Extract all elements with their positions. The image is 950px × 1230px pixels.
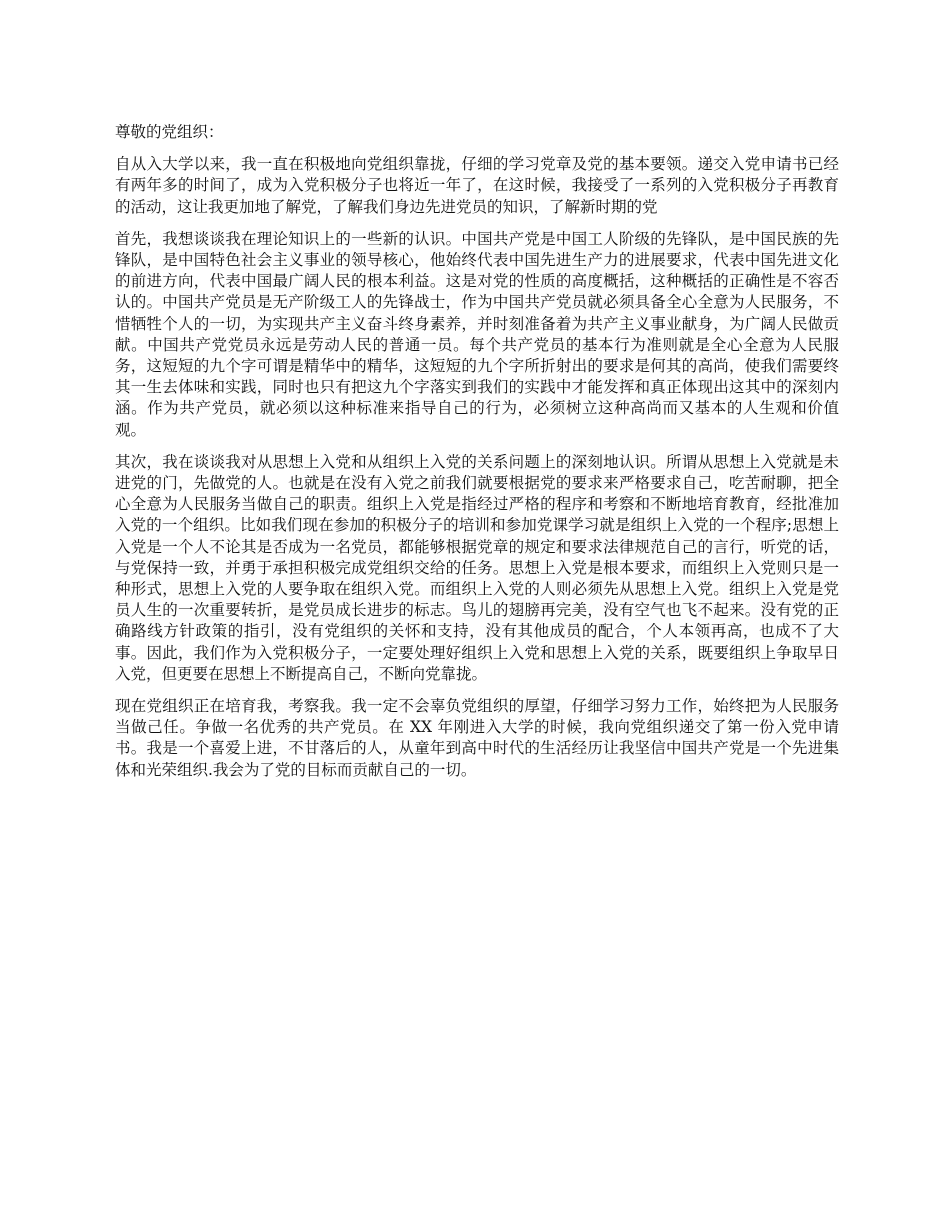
paragraph-3: 其次，我在谈谈我对从思想上入党和从组织上入党的关系问题上的深刻地认识。所谓从思想上入党就是未进党的门，先做党的人。也就是在没有入党之前我们就要根据党的要求来严格要求自己，吃苦耐聊，把全心全意为人民服务当做自己的职责。组织上入党是指经过严格的程序和考察和不断地培育教育，经批准加入党的一个组织。比如我们现在参加的积极分子的培训和参加党课学习就是组织上入党的一个程序;思想上入党是一个人不论其是否成为一名党员，都能够根据党章的规定和要求法律规范自己的言行，听党的话，与党保持一致，并勇于承担积极完成党组织交给的任务。思想上入党是根本要求，而组织上入党则只是一种形式，思想上入党的人要争取在组织入党。而组织上入党的人则必须先从思想上入党。组织上入党是党员人生的一次重要转折，是党员成长进步的标志。鸟儿的翅膀再完美，没有空气也飞不起来。没有党的正确路线方针政策的指引，没有党组织的关怀和支持，没有其他成员的配合，个人本领再高，也成不了大事。因此，我们作为入党积极分子，一定要处理好组织上入党和思想上入党的关系，既要组织上争取早日入党，但更要在思想上不断提高自己，不断向党靠拢。 xyxy=(115,452,839,683)
salutation: 尊敬的党组织： xyxy=(115,123,224,141)
document-page xyxy=(115,122,839,792)
paragraph-1: 自从入大学以来，我一直在积极地向党组织靠拢，仔细的学习党章及党的基本要领。递交入党申请书已经有两年多的时间了，成为入党积极分子也将近一年了，在这时候，我接受了一系列的入党积极分子再教育的活动，这让我更加地了解党，了解我们身边先进党员的知识，了解新时期的党 xyxy=(115,155,839,216)
paragraph-4: 现在党组织正在培育我，考察我。我一定不会辜负党组织的厚望，仔细学习努力工作，始终把为人民服务当做己任。争做一名优秀的共产党员。在 XX 年刚进入大学的时候，我向党组织递交了第一份入党申请书。我是一个喜爱上进，不甘落后的人，从童年到高中时代的生活经历让我坚信中国共产党是一个先进集体和光荣组织.我会为了党的目标而贡献自己的一切。 xyxy=(115,697,839,779)
paragraph-2: 首先，我想谈谈我在理论知识上的一些新的认识。中国共产党是中国工人阶级的先锋队，是中国民族的先锋队，是中国特色社会主义事业的领导核心，他始终代表中国先进生产力的进展要求，代表中国先进文化的前进方向，代表中国最广阔人民的根本利益。这是对党的性质的高度概括，这种概括的正确性是不容否认的。中国共产党员是无产阶级工人的先锋战士，作为中国共产党员就必须具备全心全意为人民服务，不惜牺牲个人的一切，为实现共产主义奋斗终身素养，并时刻准备着为共产主义事业献身，为广阔人民做贡献。中国共产党党员永远是劳动人民的普通一员。每个共产党员的基本行为准则就是全心全意为人民服务，这短短的九个字可谓是精华中的精华，这短短的九个字所折射出的要求是何其的高尚，使我们需要终其一生去体味和实践，同时也只有把这九个字落实到我们的实践中才能发挥和真正体现出这其中的深刻内涵。作为共产党员，就必须以这种标准来指导自己的行为，必须树立这种高尚而又基本的人生观和价值观。 xyxy=(115,229,839,439)
